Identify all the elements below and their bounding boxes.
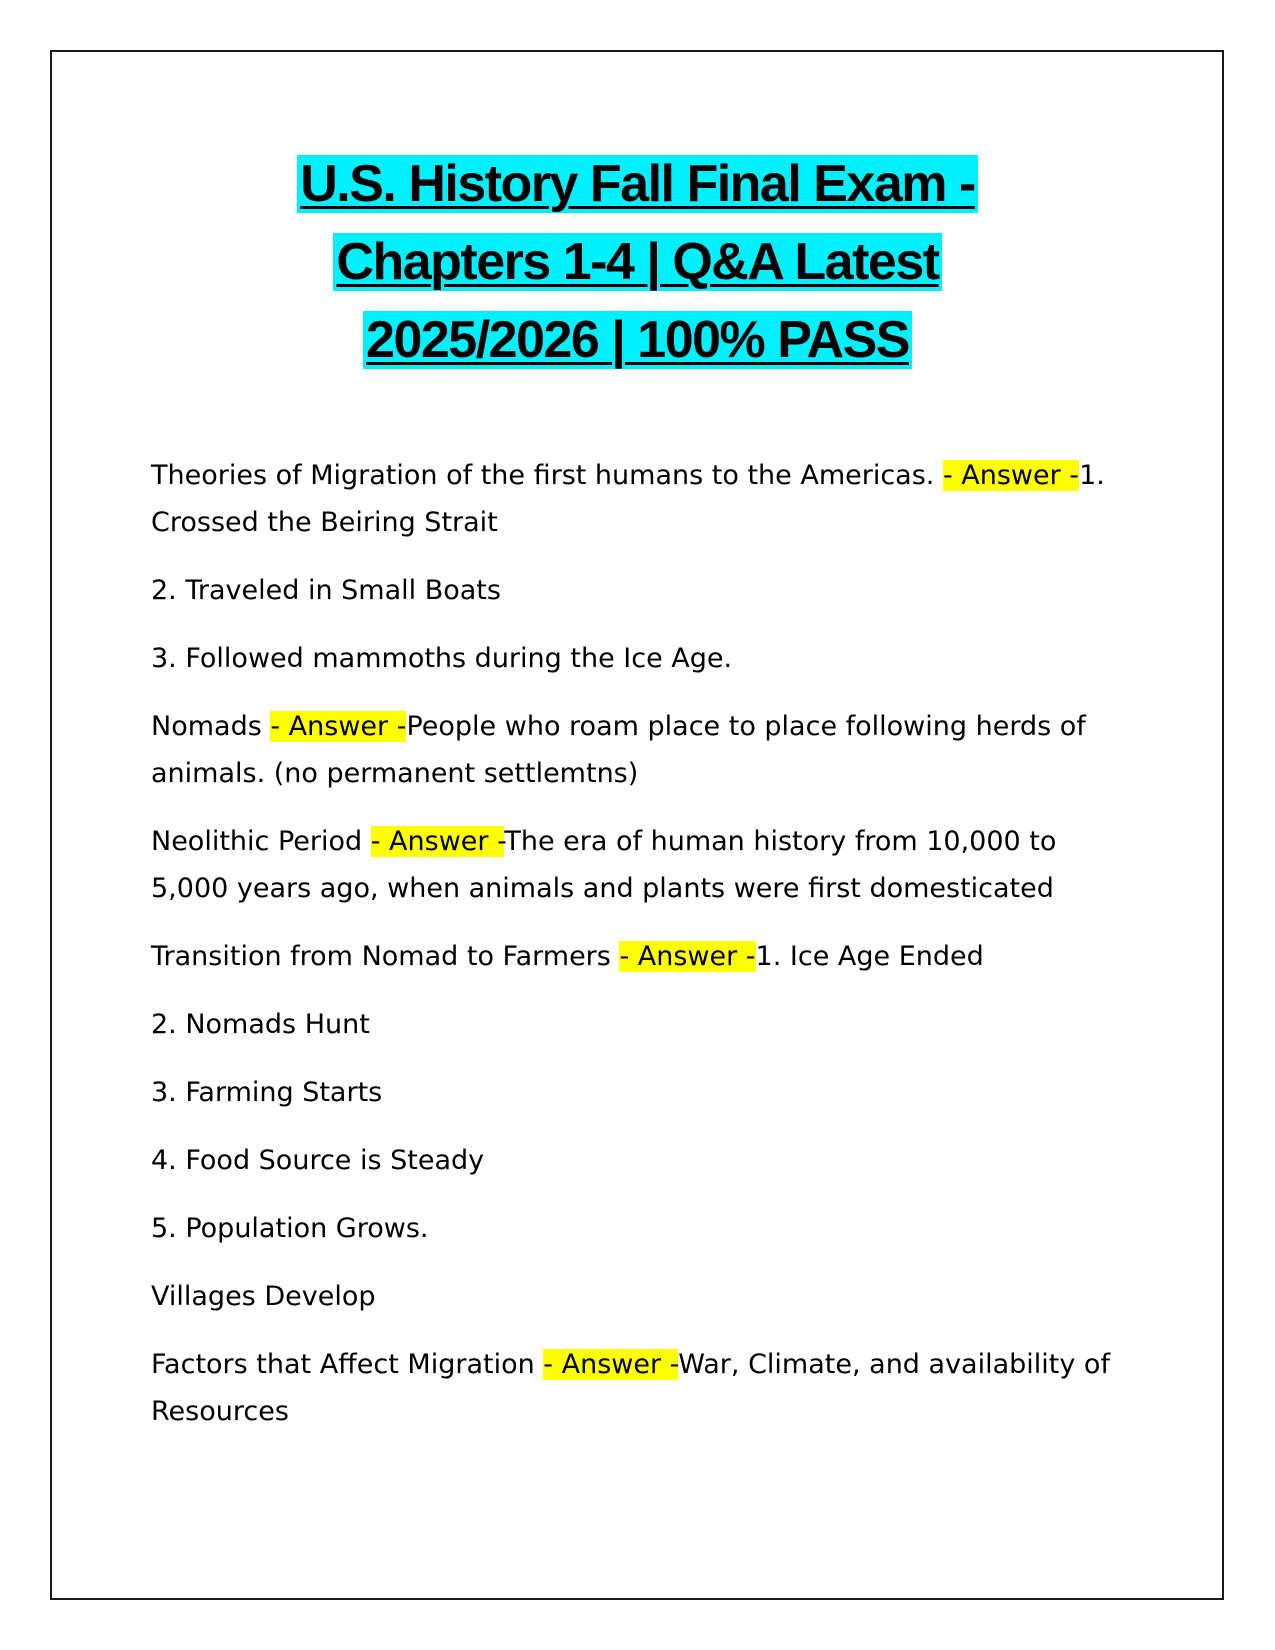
qa-item [151, 1341, 1131, 1435]
list-item: 5. Population Grows. [151, 1213, 429, 1244]
title-line: 2025/2026 | 100% PASS [363, 311, 912, 369]
qa-item [151, 818, 1131, 912]
qa-content [151, 452, 1131, 1456]
answer-marker: - Answer - [942, 460, 1080, 491]
list-item: 3. Farming Starts [151, 1077, 383, 1108]
qa-item [151, 452, 1131, 546]
list-item: Villages Develop [151, 1281, 376, 1312]
answer-marker: - Answer - [370, 826, 505, 857]
list-item: 2. Nomads Hunt [151, 1009, 370, 1040]
list-item: 4. Food Source is Steady [151, 1145, 485, 1176]
question-text: Transition from Nomad to Farmers [151, 941, 620, 972]
title-line: U.S. History Fall Final Exam - [297, 155, 978, 213]
answer-marker: - Answer - [543, 1349, 679, 1380]
answer-text: 1. Ice Age Ended [755, 941, 984, 972]
answer-text: The era of human history from 10,000 to 5,000 years ago, when animals and plants were first domesticated [151, 826, 1057, 904]
answer-marker: - Answer - [270, 711, 407, 742]
title-line: Chapters 1-4 | Q&A Latest [333, 233, 941, 291]
document-title [150, 145, 1125, 379]
list-item: 2. Traveled in Small Boats [151, 575, 501, 606]
list-item: 3. Followed mammoths during the Ice Age. [151, 643, 733, 674]
question-text: Theories of Migration of the first humans to the Americas. [151, 460, 943, 491]
qa-item [151, 703, 1131, 797]
question-text: Neolithic Period [151, 826, 371, 857]
answer-text: People who roam place to place following herds of animals. (no permanent settlemtns) [151, 711, 1086, 789]
answer-text: War, Climate, and availability of Resources [151, 1349, 1110, 1427]
answer-text: 1. Crossed the Beiring Strait [151, 460, 1105, 538]
question-text: Factors that Affect Migration [151, 1349, 544, 1380]
answer-marker: - Answer - [619, 941, 756, 972]
qa-item [151, 933, 1131, 980]
question-text: Nomads [151, 711, 271, 742]
